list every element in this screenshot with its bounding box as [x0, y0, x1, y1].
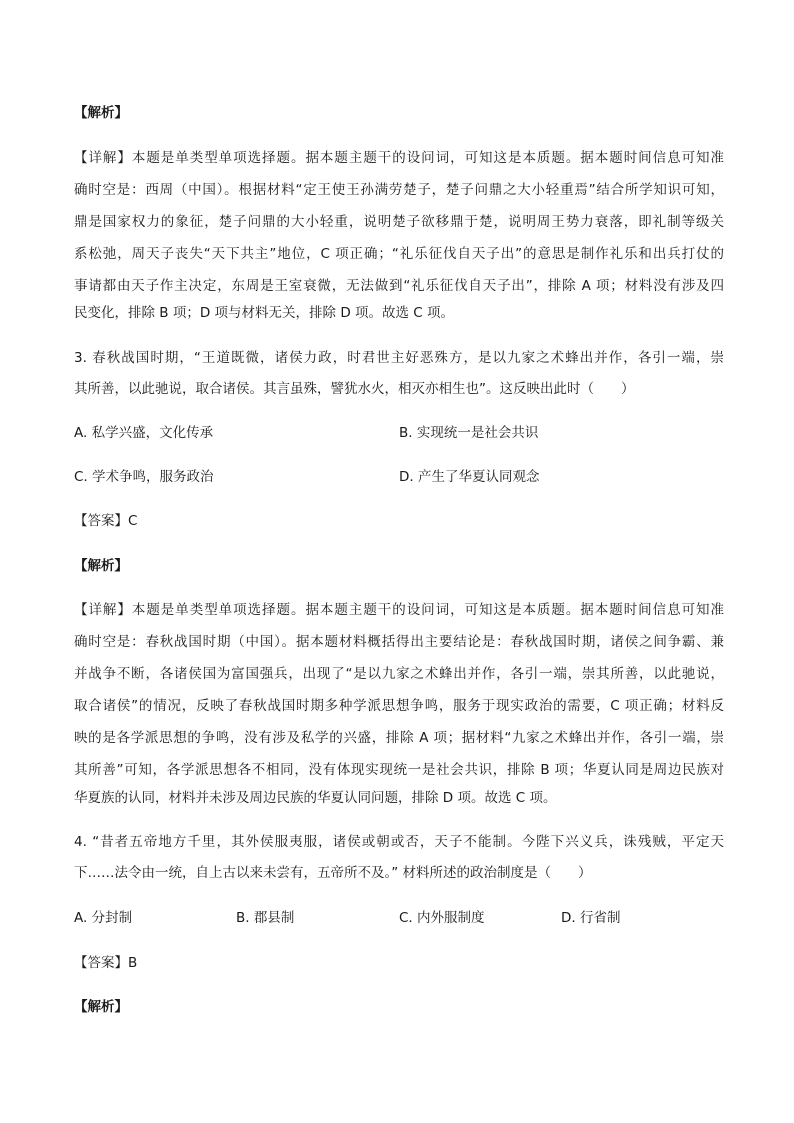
question-3-analysis-line: 映的是各学派思想的争鸣，没有涉及私学的兴盛，排除 A 项；据材料“九家之术蜂出并作，各引一端，崇 — [74, 730, 724, 746]
analysis-line: 确时空是：西周（中国）。根据材料“定王使王孙满劳楚子，楚子问鼎之大小轻重焉”结合所学知识可知， — [74, 182, 724, 198]
question-3-option-d: D. 产生了华夏认同观念 — [399, 469, 540, 485]
analysis-line: 事请都由天子作主决定，东周是王室衰微，无法做到“礼乐征伐自天子出”，排除 A 项；材料没有涉及四 — [74, 278, 724, 294]
question-4-option-b: B. 郡县制 — [236, 910, 295, 926]
question-3-option-c: C. 学术争鸣，服务政治 — [74, 469, 214, 485]
question-3-analysis-heading: 【解析】 — [74, 558, 128, 574]
question-3-option-a: A. 私学兴盛，文化传承 — [74, 425, 214, 441]
question-4-option-c: C. 内外服制度 — [399, 910, 485, 926]
analysis-heading: 【解析】 — [74, 105, 128, 121]
question-3-analysis-line: 【详解】本题是单类型单项选择题。据本题主题干的设问词，可知这是本质题。据本题时间信息可知准 — [74, 602, 724, 618]
question-3-analysis-line: 并战争不断，各诸侯国为富国强兵，出现了“是以九家之术蜂出并作，各引一端，崇其所善，以此驰说， — [74, 666, 724, 682]
analysis-line: 鼎是国家权力的象征，楚子问鼎的大小轻重，说明楚子欲移鼎于楚，说明周王势力衰落，即礼制等级关 — [74, 214, 724, 230]
question-3-answer: 【答案】C — [74, 513, 138, 529]
question-3-stem: 其所善，以此驰说，取合诸侯。其言虽殊，譬犹水火，相灭亦相生也”。这反映出此时（ ） — [74, 381, 635, 397]
question-4-option-a: A. 分封制 — [74, 910, 133, 926]
question-4-stem: 下……法令由一统，自上古以来未尝有，五帝所不及。” 材料所述的政治制度是（ ） — [74, 865, 592, 881]
question-3-analysis-line: 其所善”可知，各学派思想各不相同，没有体现实现统一是社会共识，排除 B 项；华夏认同是周边民族对 — [74, 762, 724, 778]
analysis-line: 系松弛，周天子丧失“天下共主”地位，C 项正确；“礼乐征伐自天子出”的意思是制作礼乐和出兵打仗的 — [74, 246, 724, 262]
analysis-line: 【详解】本题是单类型单项选择题。据本题主题干的设问词，可知这是本质题。据本题时间信息可知准 — [74, 150, 724, 166]
question-3-option-b: B. 实现统一是社会共识 — [399, 425, 539, 441]
question-4-option-d: D. 行省制 — [561, 910, 621, 926]
question-4-analysis-heading: 【解析】 — [74, 999, 128, 1015]
question-3-stem: 3. 春秋战国时期，“王道既微，诸侯力政，时君世主好恶殊方，是以九家之术蜂出并作，各引一端，崇 — [74, 350, 724, 366]
analysis-line: 民变化，排除 B 项；D 项与材料无关，排除 D 项。故选 C 项。 — [74, 305, 455, 321]
question-3-analysis-line: 确时空是：春秋战国时期（中国）。据本题材料概括得出主要结论是：春秋战国时期，诸侯之间争霸、兼 — [74, 634, 724, 650]
question-4-answer: 【答案】B — [74, 955, 138, 971]
question-3-analysis-line: 华夏族的认同，材料并未涉及周边民族的华夏认同问题，排除 D 项。故选 C 项。 — [74, 790, 557, 806]
question-3-analysis-line: 取合诸侯”的情况，反映了春秋战国时期多种学派思想争鸣，服务于现实政治的需要，C 项正确；材料反 — [74, 698, 724, 714]
question-4-stem: 4. “昔者五帝地方千里，其外侯服夷服，诸侯或朝或否，天子不能制。今陛下兴义兵，诛残贼，平定天 — [74, 834, 724, 850]
